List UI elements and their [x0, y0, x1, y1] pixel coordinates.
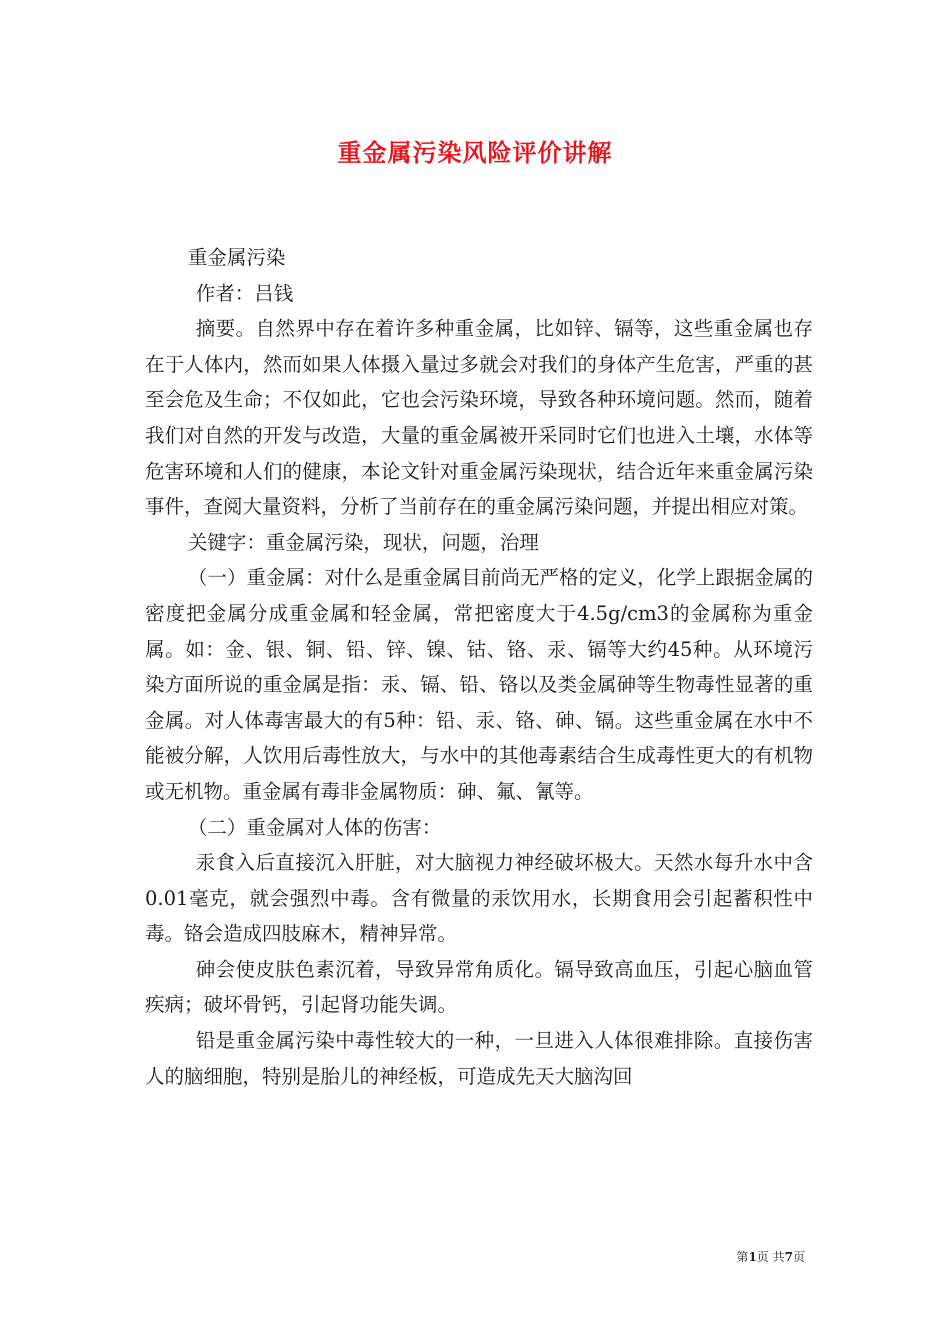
document-body: [145, 240, 813, 1094]
body-paragraph: 汞食入后直接沉入肝脏，对大脑视力神经破坏极大。天然水每升水中含0.01毫克，就会强烈中毒。含有微量的汞饮用水，长期食用会引起蓄积性中毒。铬会造成四肢麻木，精神异常。: [145, 851, 813, 946]
body-paragraph: （一）重金属：对什么是重金属目前尚无严格的定义，化学上跟据金属的密度把金属分成重金属和轻金属，常把密度大于4.5g/cm3的金属称为重金属。如：金、银、铜、铅、锌、镍、钴、铬、汞、镉等大约45种。从环境污染方面所说的重金属是指：汞、镉、铅、铬以及类金属砷等生物毒性显著的重金属。对人体毒害最大的有5种：铅、汞、铬、砷、镉。这些重金属在水中不能被分解，人饮用后毒性放大，与水中的其他毒素结合生成毒性更大的有机物或无机物。重金属有毒非金属物质：砷、氟、氰等。: [145, 566, 813, 803]
footer-suffix: 页: [792, 1250, 805, 1264]
total-page-number: 7: [784, 1250, 793, 1264]
current-page-number: 1: [748, 1250, 757, 1264]
author-line: 作者：吕钱: [195, 281, 294, 305]
subsection-heading: （二）重金属对人体的伤害：: [187, 815, 442, 839]
page-number-footer: [736, 1248, 805, 1265]
abstract-paragraph: 摘要。自然界中存在着许多种重金属，比如锌、镉等，这些重金属也存在于人体内，然而如果人体摄入量过多就会对我们的身体产生危害，严重的甚至会危及生命；不仅如此，它也会污染环境，导致各种环境问题。然而，随着我们对自然的开发与改造，大量的重金属被开采同时它们也进入土壤，水体等危害环境和人们的健康，本论文针对重金属污染现状，结合近年来重金属污染事件，查阅大量资料，分析了当前存在的重金属污染问题，并提出相应对策。: [145, 317, 813, 519]
section-heading: 重金属污染: [187, 246, 286, 269]
keywords-line: 关键字：重金属污染，现状，问题，治理: [187, 530, 539, 554]
body-paragraph: 砷会使皮肤色素沉着，导致异常角质化。镉导致高血压，引起心脑血管疾病；破坏骨钙，引起肾功能失调。: [145, 957, 813, 1017]
document-title: 重金属污染风险评价讲解: [337, 138, 613, 167]
footer-middle: 页 共: [756, 1250, 785, 1264]
body-paragraph: 铅是重金属污染中毒性较大的一种，一旦进入人体很难排除。直接伤害人的脑细胞，特别是胎儿的神经板，可造成先天大脑沟回: [145, 1029, 813, 1088]
footer-prefix: 第: [736, 1250, 749, 1264]
